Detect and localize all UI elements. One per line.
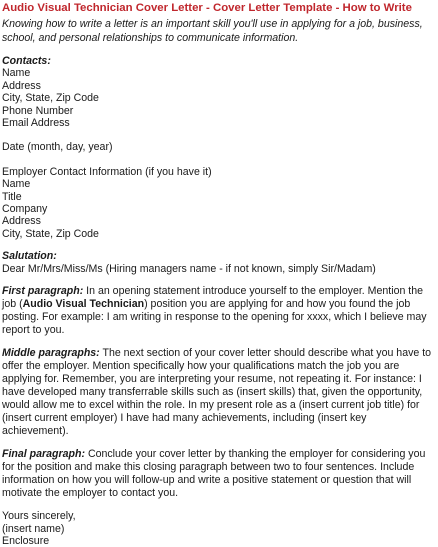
contacts-line: City, State, Zip Code xyxy=(2,92,99,105)
closing-section xyxy=(2,510,434,547)
employer-line: Address xyxy=(2,215,41,228)
document-title: Audio Visual Technician Cover Letter - Cover Letter Template - How to Write xyxy=(2,2,412,14)
employer-line: City, State, Zip Code xyxy=(2,227,99,240)
contacts-line: Email Address xyxy=(2,117,70,130)
salutation-section xyxy=(2,250,434,275)
contacts-section xyxy=(2,55,434,129)
middle-paragraphs xyxy=(2,347,434,438)
closing-line: Enclosure xyxy=(2,534,50,547)
first-paragraph xyxy=(2,285,434,337)
final-paragraph xyxy=(2,448,434,500)
salutation-text: Dear Mr/Mrs/Miss/Ms (Hiring managers name - if not known, simply Sir/Madam) xyxy=(2,262,376,275)
final-paragraph-heading: Final paragraph: xyxy=(2,448,85,461)
closing-line: Yours sincerely, xyxy=(2,510,76,523)
salutation-heading: Salutation: xyxy=(2,250,57,263)
first-paragraph-heading: First paragraph: xyxy=(2,285,84,298)
employer-section xyxy=(2,166,434,240)
final-paragraph-text: Conclude your cover letter by thanking the employer for considering you for the position and make this closing paragraph between two to four sentences. Include information on how you will follow-up and write a positive statement or question that will motivate the employer to contact you. xyxy=(2,448,426,500)
intro-text: Knowing how to write a letter is an important skill you'll use in applying for a job, business, school, and personal relationships to communicate information. xyxy=(2,18,423,44)
employer-line: Title xyxy=(2,190,22,203)
contacts-line: Phone Number xyxy=(2,104,74,117)
employer-heading: Employer Contact Information (if you have it) xyxy=(2,165,212,178)
first-paragraph-text-a: In an opening statement introduce yourself to the employer. Mention the job ( xyxy=(2,285,424,311)
closing-line: (insert name) xyxy=(2,522,65,535)
date-section xyxy=(2,141,434,153)
middle-paragraphs-heading: Middle paragraphs: xyxy=(2,347,100,360)
employer-line: Company xyxy=(2,203,48,216)
date-line: Date (month, day, year) xyxy=(2,141,113,154)
first-paragraph-text-b: ) position you are applying for and how you found the job posting. For example: I am writing in response to the opening for xxxx, which I believe may report to you. xyxy=(2,298,427,337)
contacts-line: Address xyxy=(2,79,41,92)
middle-paragraphs-text: The next section of your cover letter should describe what you have to offer the employer. Mention specifically how your qualifications match the job you are applying for. Remember, you are interpreting your resume, not repeating it. For instance: I have developed many transferrable skills such as (insert skills) that, given the opportunity, would allow me to excel within the role. In my present role as a (insert current job title) for (insert current employer) I have had many achievements, including (insert key achievement). xyxy=(2,347,432,438)
job-title: Audio Visual Technician xyxy=(22,298,145,311)
contacts-line: Name xyxy=(2,67,31,80)
contacts-heading: Contacts: xyxy=(2,55,51,67)
employer-line: Name xyxy=(2,178,31,191)
